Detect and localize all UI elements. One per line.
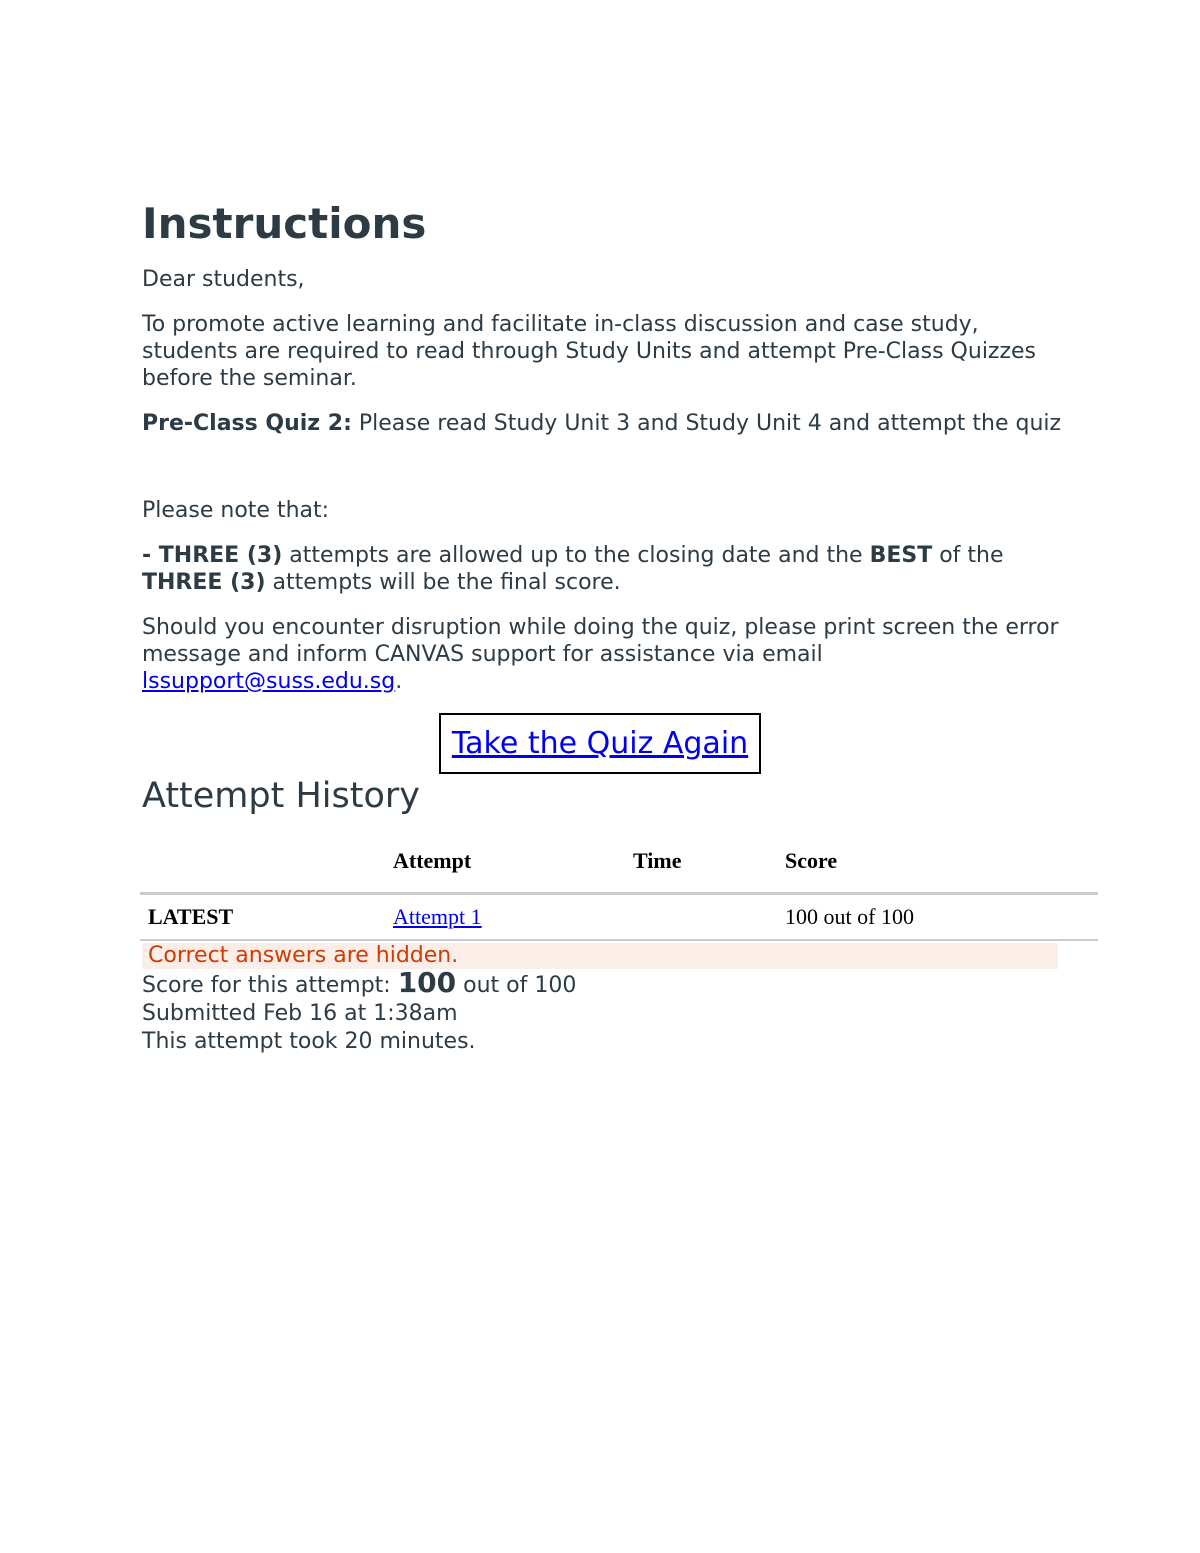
note-middle-first: attempts are allowed up to the closing date and the (282, 543, 870, 568)
column-header-time: Time (633, 846, 785, 894)
quiz-label: Pre-Class Quiz 2: (142, 411, 352, 436)
attempt-row-label: LATEST (140, 894, 393, 941)
note-intro: Please note that: (142, 498, 330, 523)
score-line (142, 966, 1102, 1000)
attempt-cell (393, 894, 633, 941)
intro-text: To promote active learning and facilitate in-class discussion and case study, students are required to read through Study Units and attempt Pre-Class Quizzes before the seminar. (142, 312, 1037, 391)
disruption-note (142, 614, 1062, 695)
quiz-page (142, 196, 1102, 1056)
note-middle-second: of the (932, 543, 1004, 568)
attempt-duration: This attempt took 20 minutes. (142, 1029, 476, 1054)
quiz-button-container (142, 713, 1058, 774)
attempt-1-link[interactable]: Attempt 1 (393, 904, 482, 929)
note-dash: - (142, 543, 159, 568)
quiz-instruction-text: Please read Study Unit 3 and Study Unit 4 and attempt the quiz (351, 411, 1062, 436)
column-header-label (140, 846, 393, 894)
note-best: BEST (869, 543, 933, 568)
attempts-note (142, 542, 1062, 596)
quiz-instruction (142, 410, 1062, 437)
note-end: attempts will be the final score. (265, 570, 621, 595)
instructions-heading: Instructions (142, 199, 427, 248)
table-header-row (140, 846, 1098, 894)
attempt-history-table (140, 846, 1098, 941)
greeting-text: Dear students, (142, 267, 305, 292)
note-three-first: THREE (3) (158, 543, 283, 568)
score-suffix: out of 100 (456, 973, 577, 998)
column-header-attempt: Attempt (393, 846, 633, 894)
table-row (140, 894, 1098, 941)
attempt-history-heading: Attempt History (142, 776, 420, 816)
submitted-time: Submitted Feb 16 at 1:38am (142, 1001, 458, 1026)
column-header-score: Score (785, 846, 1098, 894)
score-prefix: Score for this attempt: (142, 973, 398, 998)
note-three-second: THREE (3) (142, 570, 266, 595)
disruption-text: Should you encounter disruption while doing the quiz, please print screen the error message and inform CANVAS support for assistance via email (142, 615, 1059, 667)
take-quiz-again-button[interactable]: Take the Quiz Again (439, 713, 761, 774)
time-cell (633, 894, 785, 941)
support-email-link[interactable]: lssupport@suss.edu.sg (142, 669, 396, 694)
score-value: 100 (397, 966, 457, 999)
attempt-summary (142, 966, 1102, 1056)
disruption-end: . (395, 669, 403, 694)
answers-hidden-banner: Correct answers are hidden. (142, 943, 1058, 969)
score-cell: 100 out of 100 (785, 894, 1098, 941)
